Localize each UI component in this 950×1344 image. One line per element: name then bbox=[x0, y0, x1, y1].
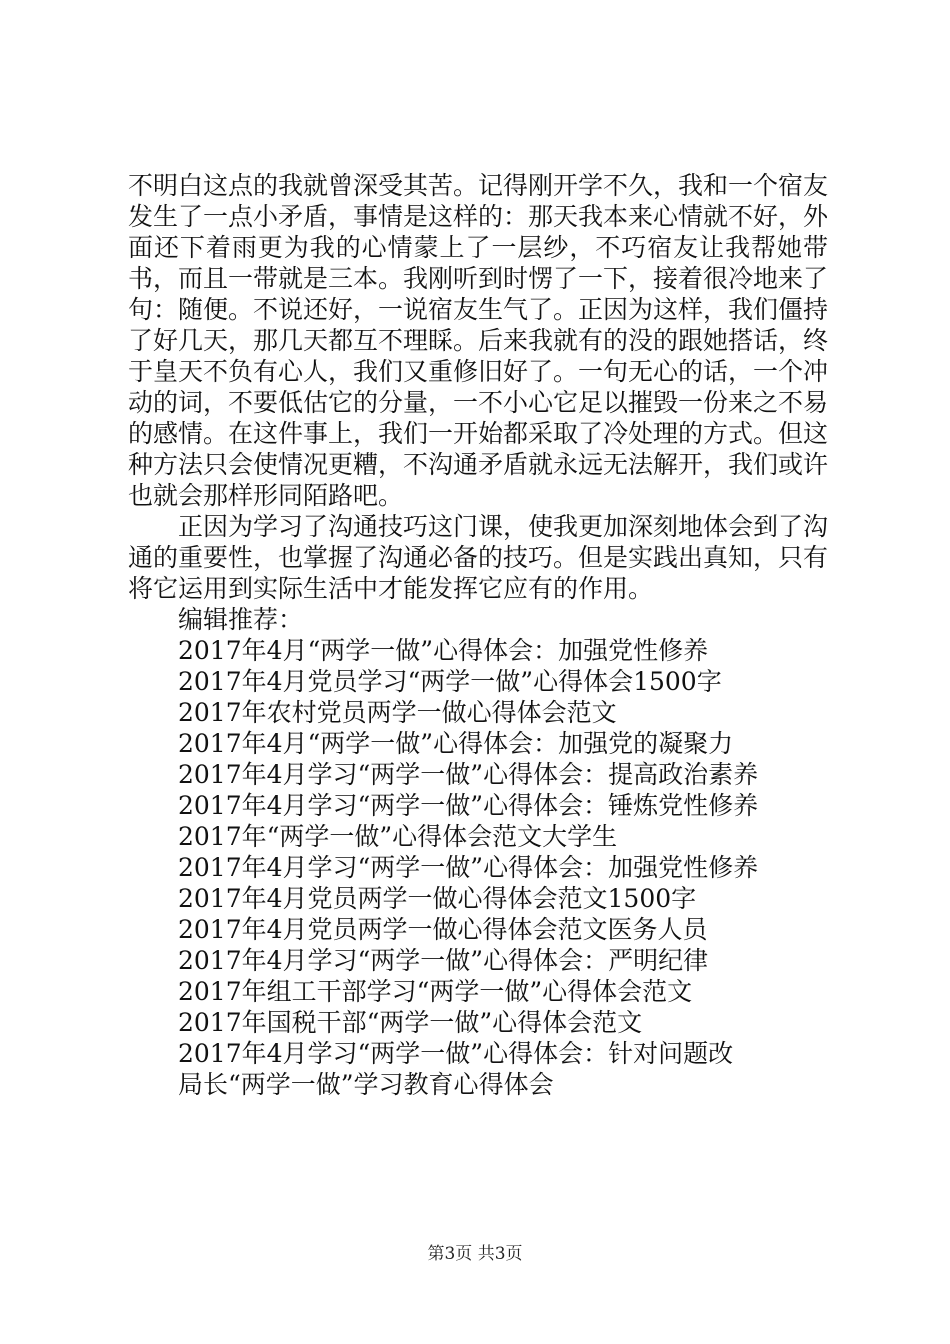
recommend-item: 2017年4月“两学一做”心得体会：加强党的凝聚力 bbox=[178, 729, 734, 758]
recommend-item: 2017年4月“两学一做”心得体会：加强党性修养 bbox=[178, 636, 709, 665]
document-body bbox=[128, 170, 828, 1100]
recommend-item: 2017年4月学习“两学一做”心得体会：提高政治素养 bbox=[178, 760, 759, 789]
recommend-item: 2017年4月党员两学一做心得体会范文医务人员 bbox=[178, 915, 708, 944]
paragraph: 正因为学习了沟通技巧这门课，使我更加深刻地体会到了沟通的重要性，也掌握了沟通必备的技巧。但是实践出真知，只有将它运用到实际生活中才能发挥它应有的作用。 bbox=[128, 512, 829, 603]
recommend-item: 2017年4月学习“两学一做”心得体会：加强党性修养 bbox=[178, 853, 759, 882]
page-footer bbox=[0, 1243, 950, 1265]
recommend-list bbox=[128, 635, 828, 1100]
paragraph-continued: 不明白这点的我就曾深受其苦。记得刚开学不久，我和一个宿友发生了一点小矛盾，事情是这样的：那天我本来心情就不好，外面还下着雨更为我的心情蒙上了一层纱，不巧宿友让我帮她带书，而且一带就是三本。我刚听到时愣了一下，接着很冷地来了句：随便。不说还好，一说宿友生气了。正因为这样，我们僵持了好几天，那几天都互不理睬。后来我就有的没的跟她搭话，终于皇天不负有心人，我们又重修旧好了。一句无心的话，一个冲动的词，不要低估它的分量，一不小心它足以摧毁一份来之不易的感情。在这件事上，我们一开始都采取了冷处理的方式。但这种方法只会使情况更糟，不沟通矛盾就永远无法解开，我们或许也就会那样形同陌路吧。 bbox=[128, 171, 829, 510]
recommend-item: 局长“两学一做”学习教育心得体会 bbox=[178, 1070, 554, 1099]
recommend-item: 2017年4月学习“两学一做”心得体会：锤炼党性修养 bbox=[178, 791, 759, 820]
recommend-item: 2017年4月学习“两学一做”心得体会：针对问题改 bbox=[178, 1039, 734, 1068]
recommend-item: 2017年组工干部学习“两学一做”心得体会范文 bbox=[178, 977, 693, 1006]
recommend-item: 2017年4月党员两学一做心得体会范文1500字 bbox=[178, 884, 697, 913]
recommend-heading: 编辑推荐： bbox=[178, 605, 304, 634]
recommend-item: 2017年4月党员学习“两学一做”心得体会1500字 bbox=[178, 667, 722, 696]
recommend-item: 2017年“两学一做”心得体会范文大学生 bbox=[178, 822, 618, 851]
recommend-item: 2017年国税干部“两学一做”心得体会范文 bbox=[178, 1008, 643, 1037]
recommend-item: 2017年4月学习“两学一做”心得体会：严明纪律 bbox=[178, 946, 709, 975]
page-number: 第3页 共3页 bbox=[427, 1244, 523, 1264]
recommend-item: 2017年农村党员两学一做心得体会范文 bbox=[178, 698, 617, 727]
